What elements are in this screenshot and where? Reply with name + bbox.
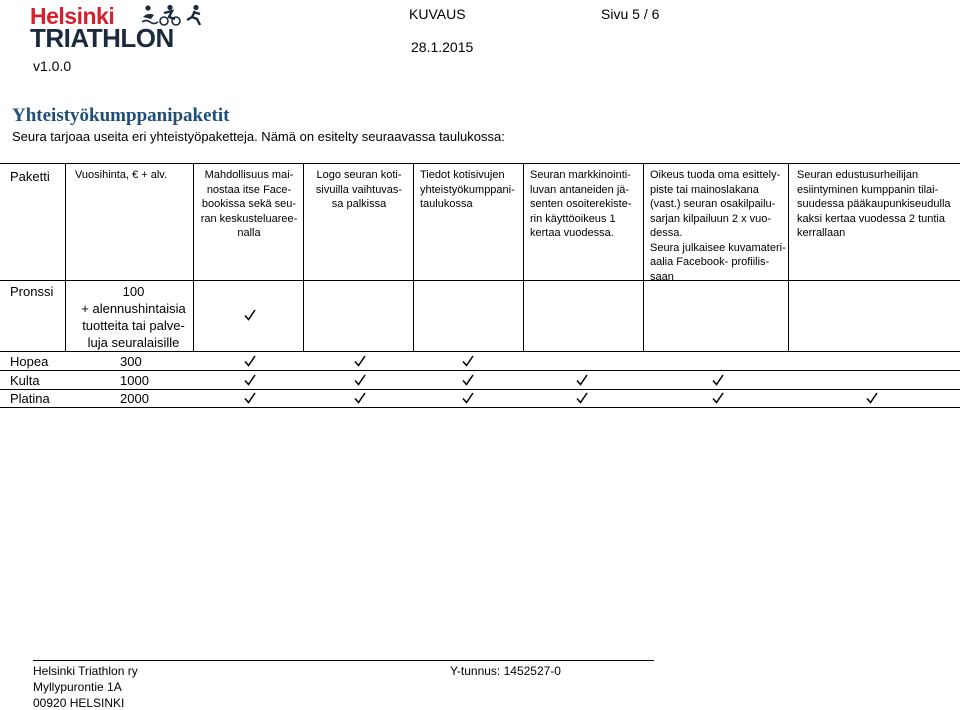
checkmark-icon (244, 374, 256, 386)
checkmark-icon (244, 309, 256, 321)
header-benefit-member-register: Seuran markkinointi- luvan antaneiden jä- senten osoiterekiste- rin käyttöoikeus 1 kertaa vuodessa. (530, 169, 632, 239)
checkmark-icon (712, 392, 724, 404)
logo-text-helsinki: Helsinki (30, 3, 115, 29)
table-rule (0, 370, 960, 371)
document-type: KUVAUS (409, 6, 466, 22)
checkmark-icon (866, 392, 878, 404)
header-benefit-logo: Logo seuran koti- sivuilla vaihtuvas- sa palkissa (315, 169, 403, 210)
package-price: 100 + alennushintaisia tuotteita tai palve- luja seuralaisille (81, 284, 186, 350)
table-rule (0, 280, 960, 281)
package-price: 2000 (120, 391, 149, 406)
header-benefit-website-table: Tiedot kotisivujen yhteistyökumppani- taulukossa (420, 169, 515, 210)
header-benefit-booth: Oikeus tuoda oma esittely- piste tai mainoslakana (vast.) seuran osakilpailu- sarjan kilpailuun 2 x vuo- dessa. Seura julkaisee kuvamateri- aalia Facebook- profiilis- saan (650, 169, 786, 283)
table-rule (643, 163, 644, 351)
footer-divider (33, 660, 654, 661)
intro-text: Seura tarjoaa useita eri yhteistyöpaketteja. Nämä on esitelty seuraavassa taulukossa: (12, 129, 505, 144)
checkmark-icon (244, 392, 256, 404)
package-name: Pronssi (10, 284, 54, 299)
page-title: Yhteistyökumppanipaketit (12, 105, 230, 126)
checkmark-icon (354, 355, 366, 367)
package-name: Kulta (10, 373, 40, 388)
table-rule (0, 163, 960, 164)
document-date: 28.1.2015 (411, 39, 474, 55)
package-name: Hopea (10, 354, 49, 369)
footer-city: 00920 HELSINKI (33, 696, 125, 710)
table-rule (788, 163, 789, 351)
page-label: Sivu (601, 6, 629, 22)
version-number: v1.0.0 (33, 58, 72, 74)
checkmark-icon (462, 355, 474, 367)
logo-text-triathlon: TRIATHLON (30, 23, 174, 53)
footer-org-name: Helsinki Triathlon ry (33, 664, 138, 678)
table-rule (413, 163, 414, 351)
page-separator: / (643, 6, 648, 22)
triathlon-figures-icon (142, 4, 208, 26)
package-name: Platina (10, 391, 50, 406)
checkmark-icon (712, 374, 724, 386)
checkmark-icon (354, 374, 366, 386)
checkmark-icon (244, 355, 256, 367)
package-price: 300 (120, 354, 142, 369)
header-benefit-athlete-appearance: Seuran edustusurheilijan esiintyminen kumppanin tilai- suudessa pääkaupunkiseudulla kaksi kertaa vuodessa 2 tuntia kerrallaan (797, 169, 951, 239)
table-rule (523, 163, 524, 351)
table-rule (0, 351, 960, 352)
package-price: 1000 (120, 373, 149, 388)
checkmark-icon (354, 392, 366, 404)
footer-street-address: Myllypurontie 1A (33, 680, 122, 694)
table-rule (303, 163, 304, 351)
checkmark-icon (462, 374, 474, 386)
page-total: 6 (651, 6, 660, 22)
helsinki-triathlon-logo (30, 3, 180, 53)
footer-business-id: Y-tunnus: 1452527-0 (450, 664, 561, 678)
checkmark-icon (576, 392, 588, 404)
header-benefit-facebook: Mahdollisuus mai- nostaa itse Face- bookissa sekä seu- ran keskusteluaree- nalla (200, 169, 298, 239)
header-package: Paketti (10, 169, 50, 184)
page-indicator (601, 6, 659, 22)
table-rule (0, 407, 960, 408)
page-current: 5 (632, 6, 640, 22)
checkmark-icon (576, 374, 588, 386)
header-annual-price: Vuosihinta, € + alv. (75, 169, 168, 181)
checkmark-icon (462, 392, 474, 404)
